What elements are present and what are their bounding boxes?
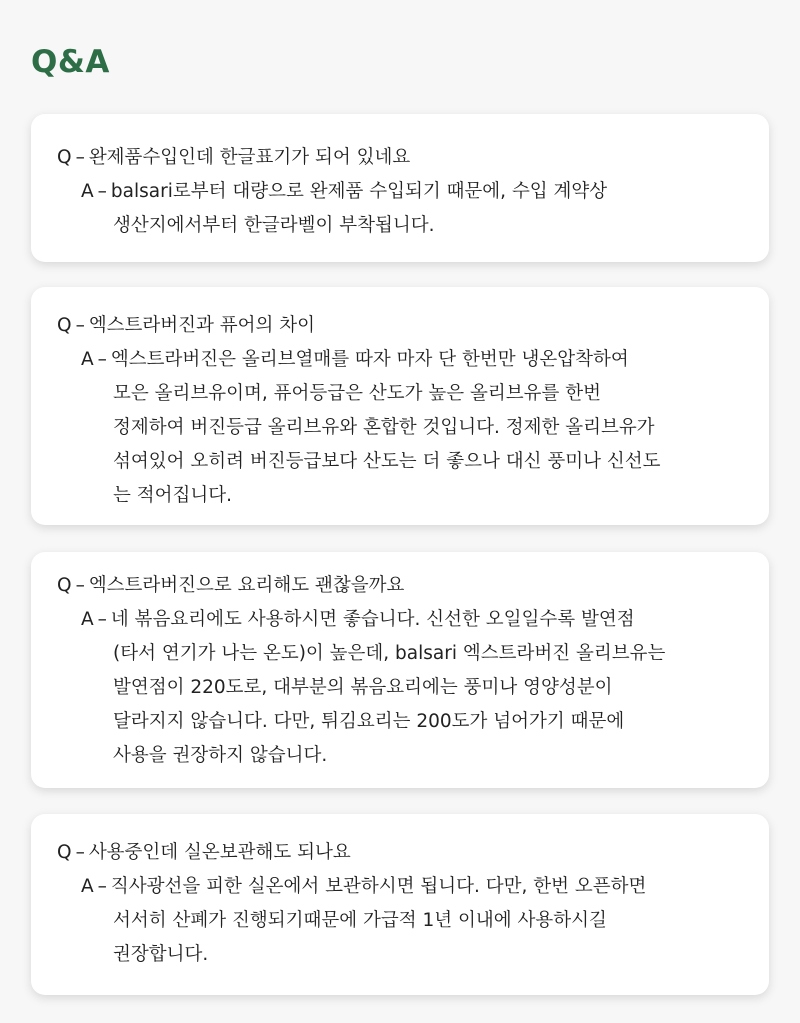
question-line: Q – 엑스트라버진으로 요리해도 괜찮을까요 xyxy=(57,575,405,596)
faq-card-1 xyxy=(31,114,769,262)
q-marker: Q xyxy=(57,575,72,596)
answer-continuation: 사용을 권장하지 않습니다. xyxy=(113,745,328,766)
question-text: 엑스트라버진과 퓨어의 차이 xyxy=(88,315,316,336)
answer-line: A – 엑스트라버진은 올리브열매를 따자 마자 단 한번만 냉온압착하여 xyxy=(81,349,629,370)
faq-card-4 xyxy=(31,814,769,995)
answer-continuation: 는 적어집니다. xyxy=(113,485,232,506)
faq-card-3 xyxy=(31,552,769,788)
answer-continuation: 발연점이 220도로, 대부분의 볶음요리에는 풍미나 영양성분이 xyxy=(113,677,613,698)
a-marker: A xyxy=(81,349,94,370)
answer-continuation: 권장합니다. xyxy=(113,944,209,965)
q-marker: Q xyxy=(57,147,72,168)
answer-continuation: 정제하여 버진등급 올리브유와 혼합한 것입니다. 정제한 올리브유가 xyxy=(113,417,655,438)
question-text: 완제품수입인데 한글표기가 되어 있네요 xyxy=(88,147,411,168)
a-marker: A xyxy=(81,609,94,630)
answer-continuation: 모은 올리브유이며, 퓨어등급은 산도가 높은 올리브유를 한번 xyxy=(113,383,601,404)
answer-continuation: 생산지에서부터 한글라벨이 부착됩니다. xyxy=(113,215,435,236)
a-marker: A xyxy=(81,181,94,202)
answer-continuation: 섞여있어 오히려 버진등급보다 산도는 더 좋으나 대신 풍미나 신선도 xyxy=(113,451,661,472)
question-text: 사용중인데 실온보관해도 되나요 xyxy=(88,842,351,863)
answer-continuation: (타서 연기가 나는 온도)이 높은데, balsari 엑스트라버진 올리브유는 xyxy=(113,643,666,664)
page-title: Q&A xyxy=(31,44,110,80)
answer-text: balsari로부터 대량으로 완제품 수입되기 때문에, 수입 계약상 xyxy=(110,181,608,202)
answer-text: 네 볶음요리에도 사용하시면 좋습니다. 신선한 오일일수록 발연점 xyxy=(110,609,635,630)
answer-continuation: 달라지지 않습니다. 다만, 튀김요리는 200도가 넘어가기 때문에 xyxy=(113,711,625,732)
question-text: 엑스트라버진으로 요리해도 괜찮을까요 xyxy=(88,575,405,596)
answer-text: 엑스트라버진은 올리브열매를 따자 마자 단 한번만 냉온압착하여 xyxy=(110,349,629,370)
answer-line: A – balsari로부터 대량으로 완제품 수입되기 때문에, 수입 계약상 xyxy=(81,181,608,202)
question-line: Q – 완제품수입인데 한글표기가 되어 있네요 xyxy=(57,147,411,168)
q-marker: Q xyxy=(57,842,72,863)
a-marker: A xyxy=(81,876,94,897)
answer-continuation: 서서히 산폐가 진행되기때문에 가급적 1년 이내에 사용하시길 xyxy=(113,910,607,931)
answer-line: A – 네 볶음요리에도 사용하시면 좋습니다. 신선한 오일일수록 발연점 xyxy=(81,609,635,630)
faq-card-2 xyxy=(31,287,769,525)
question-line: Q – 사용중인데 실온보관해도 되나요 xyxy=(57,842,351,863)
answer-line: A – 직사광선을 피한 실온에서 보관하시면 됩니다. 다만, 한번 오픈하면 xyxy=(81,876,647,897)
answer-text: 직사광선을 피한 실온에서 보관하시면 됩니다. 다만, 한번 오픈하면 xyxy=(110,876,647,897)
q-marker: Q xyxy=(57,315,72,336)
question-line: Q – 엑스트라버진과 퓨어의 차이 xyxy=(57,315,316,336)
